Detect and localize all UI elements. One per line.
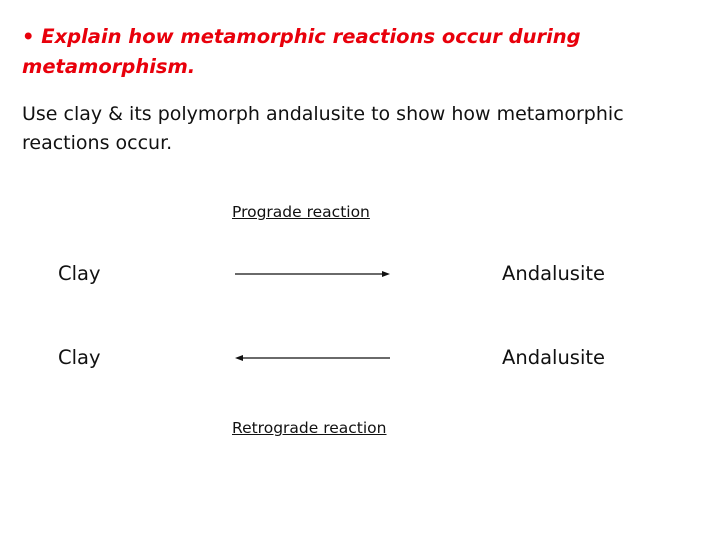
product-andalusite-retrograde: Andalusite — [502, 346, 606, 369]
objective-bullet: • Explain how metamorphic reactions occur during metamorphism. — [22, 25, 581, 78]
right-arrow-icon — [233, 268, 393, 280]
intro-text: Use clay & its polymorph andalusite to show how metamorphic reactions occur. — [22, 103, 624, 154]
left-arrow-icon — [232, 352, 392, 364]
retrograde-reaction-label: Retrograde reaction — [232, 419, 387, 437]
reactant-clay-prograde: Clay — [58, 262, 101, 285]
reactant-clay-retrograde: Clay — [58, 346, 101, 369]
product-andalusite-prograde: Andalusite — [502, 262, 606, 285]
prograde-reaction-label: Prograde reaction — [232, 203, 370, 221]
